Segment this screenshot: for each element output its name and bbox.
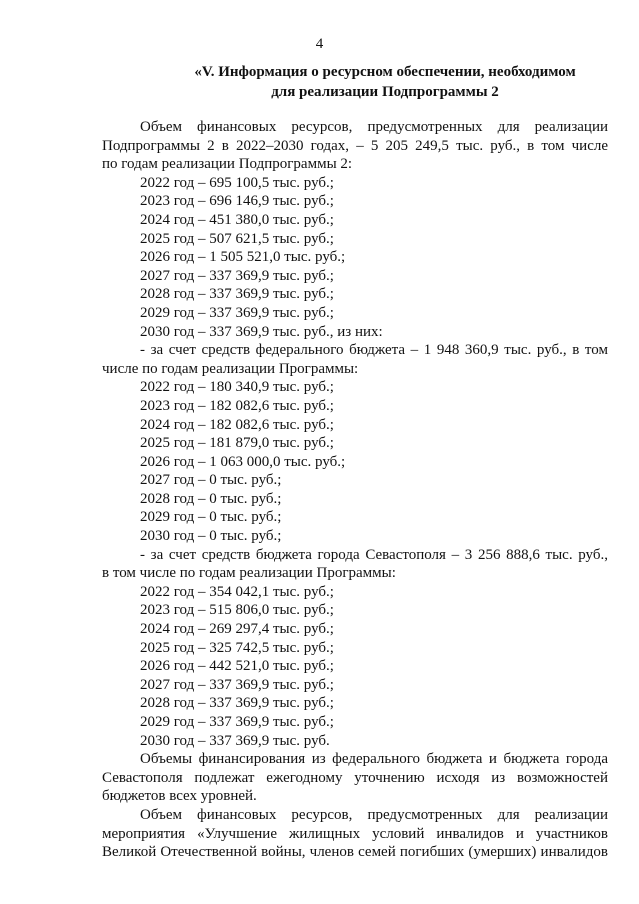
heading-line-1: «V. Информация о ресурсном обеспечении, необходимом	[194, 64, 576, 80]
city-year-item: 2028 год – 337 369,9 тыс. руб.;	[140, 695, 334, 712]
federal-year-item: 2024 год – 182 082,6 тыс. руб.;	[140, 416, 334, 433]
final-line-1: Объем финансовых ресурсов, предусмотренных для реализации	[140, 806, 608, 823]
federal-line-2: числе по годам реализации Программы:	[102, 360, 359, 377]
city-year-item: 2030 год – 337 369,9 тыс. руб.	[140, 732, 330, 749]
city-line-1: - за счет средств бюджета города Севастополя – 3 256 888,6 тыс. руб.,	[140, 546, 608, 563]
total-year-item: 2028 год – 337 369,9 тыс. руб.;	[140, 286, 334, 303]
total-year-item: 2030 год – 337 369,9 тыс. руб., из них:	[140, 323, 383, 340]
city-year-item: 2022 год – 354 042,1 тыс. руб.;	[140, 583, 334, 600]
total-year-item: 2029 год – 337 369,9 тыс. руб.;	[140, 304, 334, 321]
total-year-item: 2022 год – 695 100,5 тыс. руб.;	[140, 174, 334, 191]
note-line-3: бюджетов всех уровней.	[102, 788, 257, 805]
final-line-3: Великой Отечественной войны, членов семей погибших (умерших) инвалидов	[102, 844, 608, 861]
city-year-item: 2026 год – 442 521,0 тыс. руб.;	[140, 658, 334, 675]
page-number: 4	[315, 36, 324, 52]
intro-line-1: Объем финансовых ресурсов, предусмотренных для реализации	[140, 119, 608, 135]
note-line-2: Севастополя подлежат ежегодному уточнению исходя из возможностей	[102, 769, 608, 786]
federal-year-item: 2027 год – 0 тыс. руб.;	[140, 472, 282, 489]
federal-year-item: 2022 год – 180 340,9 тыс. руб.;	[140, 379, 334, 396]
intro-line-2: Подпрограммы 2 в 2022–2030 годах, – 5 205 249,5 тыс. руб., в том числе	[102, 137, 608, 154]
city-year-item: 2025 год – 325 742,5 тыс. руб.;	[140, 639, 334, 656]
heading-line-2: для реализации Подпрограммы 2	[271, 84, 499, 100]
final-line-2: мероприятия «Улучшение жилищных условий инвалидов и участников	[102, 825, 608, 842]
federal-line-1: - за счет средств федерального бюджета – 1 948 360,9 тыс. руб., в том	[140, 342, 608, 359]
total-year-item: 2027 год – 337 369,9 тыс. руб.;	[140, 267, 334, 284]
city-year-item: 2024 год – 269 297,4 тыс. руб.;	[140, 621, 334, 638]
total-year-item: 2023 год – 696 146,9 тыс. руб.;	[140, 193, 334, 210]
city-year-item: 2027 год – 337 369,9 тыс. руб.;	[140, 676, 334, 693]
note-line-1: Объемы финансирования из федерального бюджета и бюджета города	[140, 751, 608, 768]
federal-year-item: 2028 год – 0 тыс. руб.;	[140, 490, 282, 507]
federal-year-item: 2025 год – 181 879,0 тыс. руб.;	[140, 435, 334, 452]
federal-year-item: 2030 год – 0 тыс. руб.;	[140, 528, 282, 545]
city-year-item: 2023 год – 515 806,0 тыс. руб.;	[140, 602, 334, 619]
total-year-item: 2024 год – 451 380,0 тыс. руб.;	[140, 211, 334, 228]
federal-year-item: 2029 год – 0 тыс. руб.;	[140, 509, 282, 526]
section-heading	[175, 62, 595, 102]
federal-year-item: 2023 год – 182 082,6 тыс. руб.;	[140, 397, 334, 414]
federal-year-item: 2026 год – 1 063 000,0 тыс. руб.;	[140, 453, 346, 470]
city-year-item: 2029 год – 337 369,9 тыс. руб.;	[140, 714, 334, 730]
total-year-item: 2026 год – 1 505 521,0 тыс. руб.;	[140, 249, 346, 266]
total-year-item: 2025 год – 507 621,5 тыс. руб.;	[140, 230, 334, 247]
city-line-2: в том числе по годам реализации Программы:	[102, 565, 396, 582]
document-body	[102, 118, 608, 862]
intro-line-3: по годам реализации Подпрограммы 2:	[102, 156, 353, 173]
